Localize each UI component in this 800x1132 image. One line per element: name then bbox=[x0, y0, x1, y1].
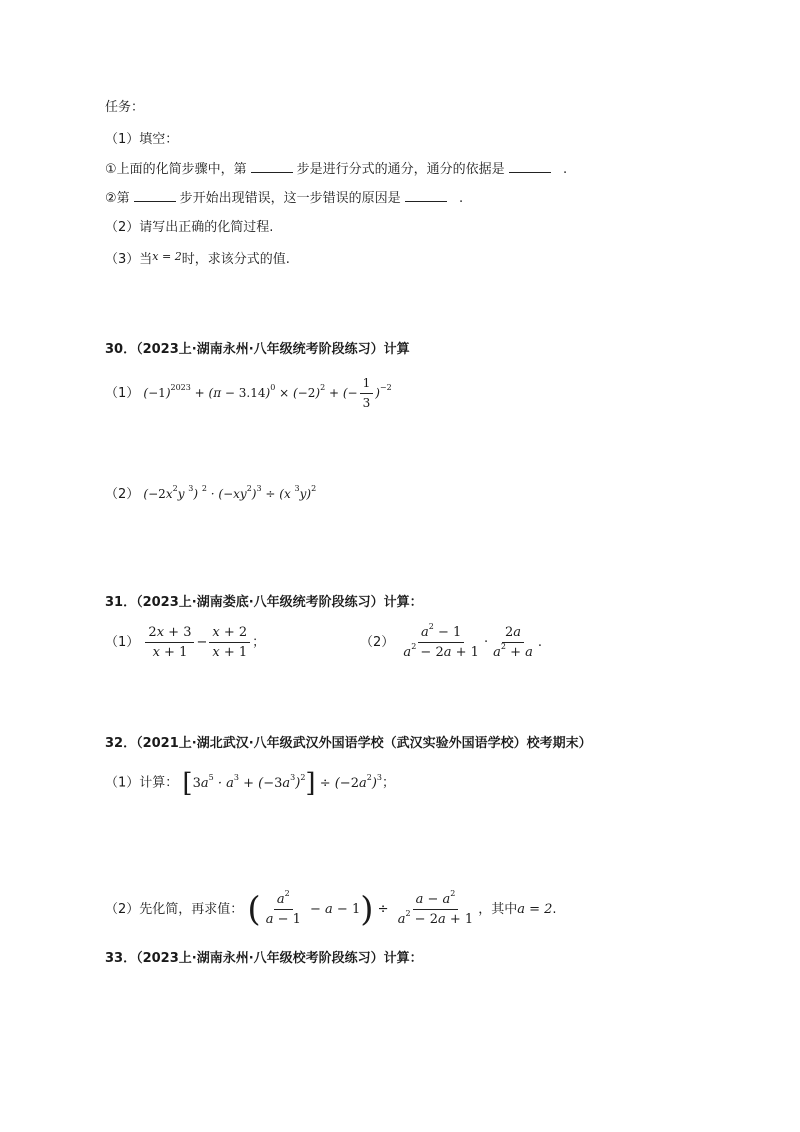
task-q1a bbox=[105, 160, 567, 179]
problem-31-part2-expr: $\frac{a^2 - 1}{a^2 - 2a + 1}$ · $\frac{2a}{a^2 + a}$ bbox=[403, 622, 533, 660]
problem-31-part2 bbox=[360, 622, 542, 660]
task-q1b-pre: ②第 bbox=[105, 191, 130, 206]
task-q1b bbox=[105, 189, 463, 208]
problem-30-part2-label: （2） bbox=[105, 487, 140, 502]
task-q1-label: （1）填空： bbox=[105, 132, 179, 147]
problem-32-title: 32．（2021上·湖北武汉·八年级武汉外国语学校（武汉实验外国语学校）校考期末） bbox=[105, 736, 592, 751]
problem-31-part1-end: ； bbox=[252, 635, 266, 650]
problem-30-part2 bbox=[105, 485, 316, 504]
task-q1a-mid: 步是进行分式的通分，通分的依据是 bbox=[296, 162, 505, 177]
problem-33-title: 33．（2023上·湖南永州·八年级校考阶段练习）计算： bbox=[105, 951, 423, 966]
task-q1b-end: . bbox=[458, 191, 464, 206]
answer-blank bbox=[405, 189, 447, 202]
problem-30-part1-expr: $(-1)^{2023} + (\pi - 3.14)^0 \times (-2)^2$ + (− $\frac{1}{3}$ )$^{-2}$ bbox=[143, 376, 392, 410]
problem-30-part2-expr: ($-2x^2y$ $^3$) $^2 \cdot (-xy^2)^3 \div (x$ $^3$y)$^2$ bbox=[143, 484, 317, 501]
problem-30-part1-label: （1） bbox=[105, 386, 140, 401]
task-q3-math: x = 2 bbox=[152, 250, 182, 263]
task-heading: 任务： bbox=[105, 100, 145, 115]
problem-31-part2-label: （2） bbox=[360, 635, 395, 650]
problem-31-part1 bbox=[105, 625, 265, 660]
problem-32-part1-label: （1）计算： bbox=[105, 775, 179, 791]
problem-31-part2-end: . bbox=[537, 635, 542, 650]
task-q3-pre: （3）当 bbox=[105, 252, 153, 267]
answer-blank bbox=[134, 189, 176, 202]
answer-blank bbox=[251, 160, 293, 173]
problem-31-part1-label: （1） bbox=[105, 635, 140, 650]
problem-30-part1 bbox=[105, 376, 392, 411]
problem-32-part2-end: . bbox=[552, 902, 557, 917]
problem-32-part1-expr: $[3a^5 \cdot a^3 + (-3a^3)^2] \div (-2a^2)^3$ bbox=[182, 768, 382, 798]
task-q1a-end: . bbox=[562, 162, 568, 177]
problem-32-part2 bbox=[105, 889, 557, 930]
problem-32-part2-expr: ( $\frac{a^2}{a - 1}$ − a − 1) ÷ $\frac{a - a^2}{a^2 - 2a + 1}$ bbox=[247, 889, 474, 930]
problem-30-title: 30．（2023上·湖南永州·八年级统考阶段练习）计算 bbox=[105, 342, 410, 357]
problem-32-part2-mid: ，其中 bbox=[478, 902, 518, 917]
task-q2: （2）请写出正确的化简过程. bbox=[105, 220, 274, 235]
problem-31-title: 31．（2023上·湖南娄底·八年级统考阶段练习）计算： bbox=[105, 595, 423, 610]
task-q1a-pre: ①上面的化简步骤中，第 bbox=[105, 162, 247, 177]
answer-blank bbox=[509, 160, 551, 173]
problem-32-part1 bbox=[105, 770, 395, 796]
problem-32-part2-cond: a = 2 bbox=[517, 902, 553, 917]
problem-32-part2-label: （2）先化简，再求值： bbox=[105, 902, 244, 917]
task-q3 bbox=[105, 248, 290, 269]
problem-32-part1-end: ； bbox=[382, 775, 396, 791]
task-q3-post: 时，求该分式的值. bbox=[181, 252, 290, 267]
problem-31-part1-expr: $\frac{2x + 3}{x + 1}$ − $\frac{x + 2}{x + 1}$ bbox=[143, 635, 252, 650]
task-q1b-mid: 步开始出现错误，这一步错误的原因是 bbox=[179, 191, 401, 206]
